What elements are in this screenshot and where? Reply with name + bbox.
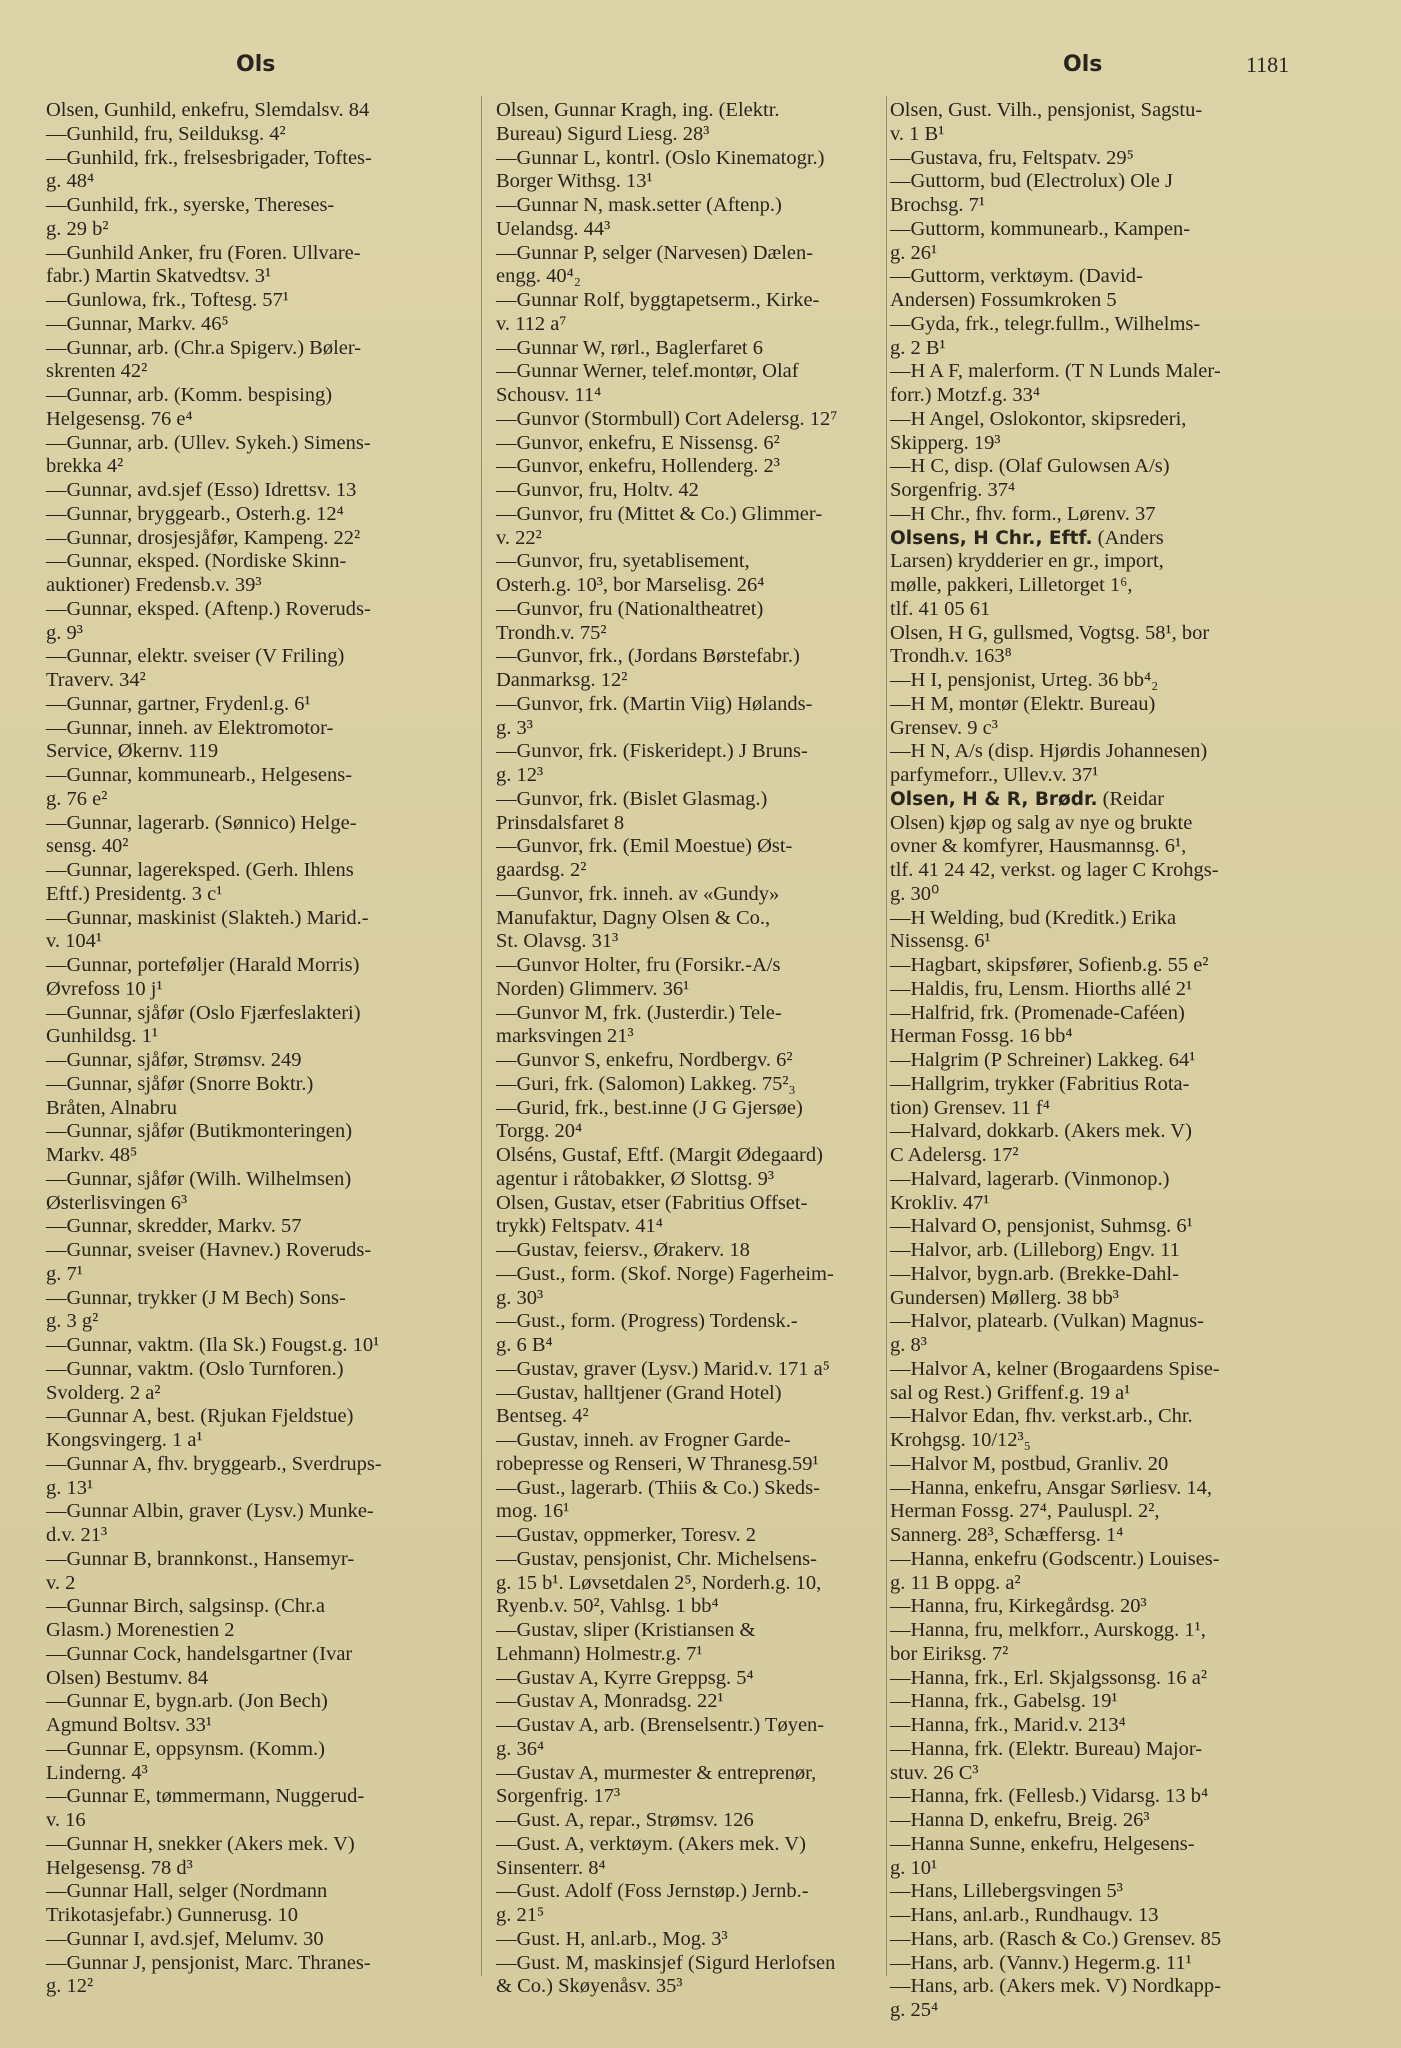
directory-entry-line: —Gunnar A, fhv. bryggearb., Sverdrups- [46, 1452, 382, 1475]
directory-entry-line: Svolderg. 2 a² [46, 1381, 161, 1404]
directory-entry-line: —Gunnar N, mask.setter (Aftenp.) [496, 194, 782, 216]
directory-entry-line: Bråten, Alnabru [46, 1096, 177, 1119]
directory-entry-line: —Gustav A, arb. (Brenselsentr.) Tøyen- [496, 1714, 825, 1736]
directory-entry-line: —Gunvor M, frk. (Justerdir.) Tele- [496, 1001, 782, 1024]
directory-entry-line: Kongsvingerg. 1 a¹ [46, 1429, 203, 1451]
directory-entry-line: g. 10¹ [890, 1856, 938, 1879]
directory-entry-line: Grensev. 9 c³ [890, 716, 998, 739]
directory-entry-line: —H C, disp. (Olaf Gulowsen A/s) [890, 455, 1170, 478]
directory-entry-line: g. 7¹ [46, 1262, 83, 1285]
directory-entry-line: —Gunvor, enkefru, E Nissensg. 6² [496, 431, 780, 454]
directory-entry-line: g. 76 e² [46, 787, 108, 810]
directory-entry-line: Gunhildsg. 1¹ [46, 1025, 159, 1048]
directory-entry-line: g. 8³ [890, 1334, 927, 1356]
directory-entry-line: —Gunvor (Stormbull) Cort Adelersg. 12⁷ [496, 407, 838, 430]
directory-entry-line: Lehmann) Holmestr.g. 7¹ [496, 1642, 703, 1665]
directory-entry-line: —Gunnar, maskinist (Slakteh.) Marid.- [46, 906, 369, 929]
directory-entry-line: —Gunvor, fru, Holtv. 42 [496, 479, 699, 501]
directory-entry-line: —Halvor Edan, fhv. verkst.arb., Chr. [890, 1405, 1193, 1428]
directory-entry-line: robepresse og Renseri, W Thranesg.59¹ [496, 1452, 819, 1475]
directory-entry-line: forr.) Motzf.g. 33⁴ [890, 384, 1041, 406]
directory-entry-line: Andersen) Fossumkroken 5 [890, 289, 1117, 311]
firm-name-bold: Olsen, H & R, Brødr. [890, 788, 1098, 810]
directory-entry-line: —Gunnar Albin, graver (Lysv.) Munke- [46, 1500, 374, 1523]
directory-entry-line: g. 30⁰ [890, 882, 940, 905]
directory-entry-line: Olsen) Bestumv. 84 [46, 1666, 209, 1689]
directory-entry-line: —Hanna, frk., Erl. Skjalgssonsg. 16 a² [890, 1666, 1208, 1689]
directory-entry-line: —Halgrim (P Schreiner) Lakkeg. 64¹ [890, 1049, 1196, 1071]
directory-entry-line: —Gust. M, maskinsjef (Sigurd Herlofsen [496, 1951, 836, 1974]
directory-entry-line: —Gunnar, kommunearb., Helgesens- [46, 764, 353, 786]
directory-entry-line: —Gunnar, eksped. (Nordiske Skinn- [46, 550, 347, 573]
directory-entry-line: trykk) Feltspatv. 41⁴ [496, 1215, 663, 1238]
directory-entry-line: —Hagbart, skipsfører, Sofienb.g. 55 e² [890, 954, 1209, 976]
directory-entry-line: —Gunnar, sveiser (Havnev.) Roveruds- [46, 1239, 372, 1261]
directory-entry-line: —Gunnar, sjåfør (Oslo Fjærfeslakteri) [46, 1001, 361, 1024]
directory-entry-line: —Gunnar, trykker (J M Bech) Sons- [46, 1286, 346, 1309]
header-right-word: Ols [1063, 52, 1103, 77]
directory-entry-line: —Hanna, enkefru (Godscentr.) Louises- [890, 1547, 1220, 1570]
directory-entry-line: —Hanna, frk. (Fellesb.) Vidarsg. 13 b⁴ [890, 1785, 1209, 1808]
column-divider [886, 96, 887, 1976]
directory-entry-line: v. 1 B¹ [890, 122, 945, 145]
directory-entry-line: Eftf.) Presidentg. 3 c¹ [46, 882, 223, 905]
directory-column-3 [890, 99, 1302, 2023]
directory-entry-line: —Gust. A, verktøym. (Akers mek. V) [496, 1832, 806, 1855]
directory-entry-line: —Halvor, platearb. (Vulkan) Magnus- [890, 1310, 1204, 1333]
directory-entry-line: parfymeforr., Ullev.v. 37¹ [890, 764, 1099, 786]
directory-entry-line: Øvrefoss 10 j¹ [46, 977, 163, 1000]
directory-entry-line: Trondh.v. 163⁸ [890, 645, 1012, 668]
directory-entry-line: —Hanna Sunne, enkefru, Helgesens- [890, 1832, 1195, 1855]
directory-entry-line: —Gunvor, enkefru, Hollenderg. 2³ [496, 455, 780, 478]
directory-entry-line: —Hans, anl.arb., Rundhaugv. 13 [890, 1904, 1159, 1926]
directory-entry-line: Krohgsg. 10/12³₅ [890, 1429, 1031, 1451]
directory-column-2 [496, 99, 884, 1999]
directory-entry-line: Uelandsg. 44³ [496, 217, 611, 240]
directory-entry-line: sal og Rest.) Griffenf.g. 19 a¹ [890, 1381, 1131, 1404]
directory-entry-line: Torgg. 20⁴ [496, 1120, 583, 1143]
directory-entry-line: auktioner) Fredensb.v. 39³ [46, 574, 262, 596]
directory-entry-line: —Halvard, dokkarb. (Akers mek. V) [890, 1120, 1192, 1143]
directory-entry-line: —Gunvor Holter, fru (Forsikr.-A/s [496, 954, 781, 976]
directory-entry-line: sensg. 40² [46, 835, 129, 858]
directory-entry-line: Borger Withsg. 13¹ [496, 170, 653, 193]
directory-entry-line: —Haldis, fru, Lensm. Hiorths allé 2¹ [890, 977, 1193, 1000]
directory-entry-line: —Gustav A, Kyrre Greppsg. 5⁴ [496, 1666, 754, 1689]
directory-entry-line: —Hans, arb. (Rasch & Co.) Grensev. 85 [890, 1927, 1222, 1950]
entry-rest: (Anders [1092, 526, 1164, 549]
directory-entry-line: —Halvard, lagerarb. (Vinmonop.) [890, 1167, 1170, 1190]
directory-entry-line: Osterh.g. 10³, bor Marselisg. 26⁴ [496, 574, 765, 596]
directory-entry-line: —Gunnar Birch, salgsinsp. (Chr.a [46, 1595, 325, 1618]
directory-entry-line: Olsen, Gustav, etser (Fabritius Offset- [496, 1191, 808, 1214]
directory-entry-line: —Gunnar, eksped. (Aftenp.) Roveruds- [46, 597, 371, 620]
firm-name-bold: Olsens, H Chr., Eftf. [890, 527, 1093, 549]
directory-entry-line: g. 9³ [46, 621, 83, 644]
directory-entry-line: —Gunhild, fru, Seilduksg. 4² [46, 122, 286, 145]
directory-entry-line: —Gunnar H, snekker (Akers mek. V) [46, 1832, 355, 1855]
directory-entry-line: —Gunnar, vaktm. (Oslo Turnforen.) [46, 1357, 344, 1380]
directory-entry-line: Bureau) Sigurd Liesg. 28³ [496, 122, 710, 145]
directory-entry-line: —Gunnar Werner, telef.montør, Olaf [496, 360, 799, 383]
directory-entry-line: —Gunnar W, rørl., Baglerfaret 6 [496, 336, 763, 359]
directory-entry-line: —Gurid, frk., best.inne (J G Gjersøe) [496, 1096, 803, 1119]
directory-entry-line: v. 2 [46, 1571, 76, 1594]
directory-entry-line: d.v. 21³ [46, 1524, 108, 1546]
directory-entry-line: bor Eiriksg. 7² [890, 1642, 1009, 1665]
directory-entry-line: g. 48⁴ [46, 170, 95, 193]
directory-entry-line: g. 36⁴ [496, 1737, 545, 1760]
directory-entry-line: Danmarksg. 12² [496, 669, 628, 691]
directory-entry-line: tlf. 41 05 61 [890, 597, 991, 620]
directory-entry-line: g. 3 g² [46, 1310, 99, 1333]
directory-entry-line: g. 3³ [496, 716, 533, 739]
directory-entry-line: Olsen, Gunhild, enkefru, Slemdalsv. 84 [46, 99, 370, 121]
directory-entry-line: Service, Økernv. 119 [46, 740, 219, 763]
directory-entry-line: tion) Grensev. 11 f⁴ [890, 1096, 1050, 1119]
directory-entry-line: —Gunvor, frk. (Martin Viig) Hølands- [496, 692, 813, 715]
directory-entry-line: —Gunnar B, brannkonst., Hansemyr- [46, 1547, 355, 1570]
directory-entry-line: Olsen, Gust. Vilh., pensjonist, Sagstu- [890, 99, 1203, 121]
directory-entry-line: —Gunnar, arb. (Ullev. Sykeh.) Simens- [46, 431, 371, 454]
page-number: 1181 [1246, 52, 1290, 77]
directory-entry-line: —Gunlowa, frk., Toftesg. 57¹ [46, 289, 289, 311]
directory-entry-line: —Hans, Lillebergsvingen 5³ [890, 1880, 1123, 1903]
directory-entry-line: mølle, pakkeri, Lilletorget 1⁶, [890, 574, 1133, 596]
directory-entry-line: —Gunnar, lagereksped. (Gerh. Ihlens [46, 859, 354, 881]
directory-entry-line: —Gunvor, frk., (Jordans Børstefabr.) [496, 645, 800, 668]
directory-entry-line: mog. 16¹ [496, 1500, 570, 1523]
directory-entry-line: agentur i råtobakker, Ø Slottsg. 9³ [496, 1167, 775, 1190]
directory-entry-line: —Gust., form. (Progress) Tordensk.- [496, 1310, 798, 1333]
directory-entry-line: & Co.) Skøyenåsv. 35³ [496, 1975, 683, 1998]
directory-entry-line: —Halvor, bygn.arb. (Brekke-Dahl- [890, 1262, 1179, 1285]
directory-entry-line: —Halfrid, frk. (Promenade-Caféen) [890, 1001, 1185, 1024]
directory-entry-line: —Gunvor, frk. (Fiskeridept.) J Bruns- [496, 740, 808, 763]
directory-entry-line: g. 11 B oppg. a² [890, 1571, 1021, 1594]
directory-entry-line: —Gunnar P, selger (Narvesen) Dælen- [496, 241, 814, 264]
directory-entry-line: Markv. 48⁵ [46, 1144, 138, 1166]
directory-entry-line: Helgesensg. 76 e⁴ [46, 407, 193, 430]
directory-entry-line: —Gustav, graver (Lysv.) Marid.v. 171 a⁵ [496, 1357, 830, 1380]
directory-entry-line: Sinsenterr. 8⁴ [496, 1856, 606, 1879]
directory-entry-line: —Gunnar A, best. (Rjukan Fjeldstue) [46, 1405, 354, 1428]
directory-entry-line: —Gust., form. (Skof. Norge) Fagerheim- [496, 1262, 834, 1285]
directory-entry-line: g. 25⁴ [890, 1999, 939, 2021]
directory-entry-line: —H N, A/s (disp. Hjørdis Johannesen) [890, 740, 1208, 763]
directory-entry-line: g. 12³ [496, 764, 544, 786]
directory-entry-line: g. 26¹ [890, 241, 938, 264]
directory-entry-line: Glasm.) Morenestien 2 [46, 1619, 235, 1641]
directory-entry-line: Herman Fossg. 16 bb⁴ [890, 1025, 1073, 1048]
directory-entry-line: Skipperg. 19³ [890, 431, 1001, 454]
directory-entry-line: tlf. 41 24 42, verkst. og lager C Krohgs- [890, 859, 1219, 881]
directory-entry-line: —Gust. Adolf (Foss Jernstøp.) Jernb.- [496, 1880, 809, 1903]
directory-entry-line: —Gunnar Rolf, byggtapetserm., Kirke- [496, 289, 820, 311]
directory-entry-line: —Gunnar E, tømmermann, Nuggerud- [46, 1785, 365, 1808]
directory-entry-line: Olsen, H G, gullsmed, Vogtsg. 58¹, bor [890, 621, 1210, 644]
directory-entry-line: C Adelersg. 17² [890, 1144, 1019, 1166]
directory-entry-line: Gundersen) Møllerg. 38 bb³ [890, 1286, 1119, 1309]
directory-entry-line: —Gyda, frk., telegr.fullm., Wilhelms- [890, 312, 1201, 335]
directory-entry-line: —Gunhild, frk., frelsesbrigader, Toftes- [46, 146, 372, 169]
directory-entry-line: ovner & komfyrer, Hausmannsg. 6¹, [890, 835, 1187, 858]
directory-entry-line: Helgesensg. 78 d³ [46, 1856, 193, 1879]
directory-entry-line: —Hanna, frk., Marid.v. 213⁴ [890, 1714, 1126, 1736]
directory-entry-line: —Gunnar Hall, selger (Nordmann [46, 1880, 328, 1903]
directory-entry-line: —Gunnar, sjåfør (Butikmonteringen) [46, 1120, 353, 1143]
directory-entry-line: —Halvor M, postbud, Granliv. 20 [890, 1452, 1169, 1475]
directory-entry-line: —Gustav, pensjonist, Chr. Michelsens- [496, 1547, 817, 1570]
directory-entry-line: —Gunnar L, kontrl. (Oslo Kinematogr.) [496, 146, 825, 169]
directory-entry-line: Herman Fossg. 27⁴, Pauluspl. 2², [890, 1500, 1160, 1523]
directory-entry-line: —Hanna D, enkefru, Breig. 26³ [890, 1809, 1150, 1831]
directory-entry-line: —Gunnar, Markv. 46⁵ [46, 312, 229, 335]
directory-entry-line: —Gunnar, lagerarb. (Sønnico) Helge- [46, 811, 357, 834]
directory-entry-line: Linderng. 4³ [46, 1761, 148, 1784]
directory-entry-line: marksvingen 21³ [496, 1025, 634, 1048]
directory-entry-line: Olsen, Gunnar Kragh, ing. (Elektr. [496, 99, 780, 121]
directory-entry-line: stuv. 26 C³ [890, 1761, 979, 1784]
directory-entry-line: engg. 40⁴₂ [496, 265, 581, 288]
directory-entry-line: Brochsg. 7¹ [890, 194, 985, 216]
directory-entry-line: —Hanna, fru, Kirkegårdsg. 20³ [890, 1595, 1147, 1618]
directory-entry-line [890, 527, 1302, 551]
column-divider [481, 96, 482, 1976]
directory-entry-line: Olsen) kjøp og salg av nye og brukte [890, 811, 1193, 834]
directory-entry-line [890, 788, 1302, 812]
directory-entry-line: —Gunhild, frk., syerske, Thereses- [46, 194, 335, 216]
directory-entry-line: Østerlisvingen 6³ [46, 1191, 188, 1214]
directory-entry-line: —Guttorm, verktøym. (David- [890, 265, 1143, 288]
directory-entry-line: —Gunnar, gartner, Frydenl.g. 6¹ [46, 692, 311, 715]
directory-entry-line: —Gunnar, porteføljer (Harald Morris) [46, 954, 360, 976]
directory-entry-line: —Gunnar, skredder, Markv. 57 [46, 1215, 302, 1238]
directory-entry-line: —Gunvor, frk. (Emil Moestue) Øst- [496, 835, 793, 858]
directory-entry-line: g. 2 B¹ [890, 336, 946, 359]
directory-entry-line: Prinsdalsfaret 8 [496, 811, 625, 834]
directory-entry-line: —Guttorm, kommunearb., Kampen- [890, 217, 1191, 240]
directory-entry-line: g. 15 b¹. Løvsetdalen 2⁵, Norderh.g. 10, [496, 1571, 822, 1594]
directory-entry-line: Krokliv. 47¹ [890, 1191, 990, 1214]
directory-entry-line: v. 112 a⁷ [496, 312, 567, 335]
directory-entry-line: —Gunnar I, avd.sjef, Melumv. 30 [46, 1927, 324, 1950]
directory-entry-line: —Hallgrim, trykker (Fabritius Rota- [890, 1072, 1190, 1095]
directory-entry-line: —Hanna, frk. (Elektr. Bureau) Major- [890, 1737, 1203, 1760]
directory-entry-line: —Gunvor, frk. inneh. av «Gundy» [496, 882, 780, 905]
directory-entry-line: —Gustava, fru, Feltspatv. 29⁵ [890, 146, 1134, 169]
directory-entry-line: Agmund Boltsv. 33¹ [46, 1714, 212, 1736]
directory-entry-line: —Gunnar E, oppsynsm. (Komm.) [46, 1737, 326, 1760]
directory-entry-line: Sorgenfrig. 37⁴ [890, 479, 1016, 501]
directory-entry-line: —Hans, arb. (Vannv.) Hegerm.g. 11¹ [890, 1951, 1192, 1974]
directory-entry-line: Trondh.v. 75² [496, 621, 607, 644]
directory-entry-line: g. 21⁵ [496, 1904, 545, 1926]
directory-entry-line: —Gust. A, repar., Strømsv. 126 [496, 1809, 754, 1831]
directory-entry-line: —Gustav, halltjener (Grand Hotel) [496, 1381, 782, 1404]
directory-entry-line: v. 22² [496, 526, 542, 549]
directory-entry-line: Norden) Glimmerv. 36¹ [496, 977, 690, 1000]
directory-entry-line: —Halvor A, kelner (Brogaardens Spise- [890, 1357, 1220, 1380]
directory-entry-line: Sannerg. 28³, Schæffersg. 1⁴ [890, 1524, 1124, 1546]
directory-entry-line: Schousv. 11⁴ [496, 384, 602, 406]
directory-entry-line: g. 13¹ [46, 1476, 94, 1499]
directory-entry-line: —Gunvor, fru (Mittet & Co.) Glimmer- [496, 502, 823, 525]
directory-entry-line: St. Olavsg. 31³ [496, 930, 619, 953]
directory-entry-line: —Gunvor, fru (Nationaltheatret) [496, 597, 764, 620]
directory-entry-line: Ryenb.v. 50², Vahlsg. 1 bb⁴ [496, 1595, 719, 1618]
directory-entry-line: —Guri, frk. (Salomon) Lakkeg. 75²₃ [496, 1072, 796, 1095]
header-left-word: Ols [236, 52, 276, 77]
directory-entry-line: —Halvor, arb. (Lilleborg) Engv. 11 [890, 1239, 1180, 1261]
directory-entry-line: —Hanna, frk., Gabelsg. 19¹ [890, 1690, 1118, 1713]
directory-entry-line: gaardsg. 2² [496, 859, 587, 881]
directory-entry-line: v. 104¹ [46, 930, 103, 953]
page-header [0, 52, 1401, 92]
directory-entry-line: —Gunnar, elektr. sveiser (V Friling) [46, 645, 345, 668]
directory-entry-line: —H Welding, bud (Kreditk.) Erika [890, 906, 1177, 929]
directory-entry-line: —Gustav, sliper (Kristiansen & [496, 1619, 756, 1641]
directory-entry-line: —Gunnar, arb. (Chr.a Spigerv.) Bøler- [46, 336, 362, 359]
directory-entry-line: g. 12² [46, 1975, 94, 1998]
directory-entry-line: —Gunnar Cock, handelsgartner (Ivar [46, 1642, 353, 1665]
directory-entry-line: g. 29 b² [46, 217, 109, 240]
directory-entry-line: —Gustav, inneh. av Frogner Garde- [496, 1429, 791, 1451]
directory-entry-line: —Halvard O, pensjonist, Suhmsg. 6¹ [890, 1215, 1193, 1238]
directory-entry-line: —Gunnar, sjåfør, Strømsv. 249 [46, 1049, 302, 1071]
directory-entry-line: —Gunnar, vaktm. (Ila Sk.) Fougst.g. 10¹ [46, 1334, 380, 1356]
directory-entry-line: —Gunvor S, enkefru, Nordbergv. 6² [496, 1049, 793, 1071]
directory-entry-line: g. 30³ [496, 1286, 544, 1309]
directory-entry-line: —Hanna, fru, melkforr., Aurskogg. 1¹, [890, 1619, 1206, 1641]
directory-entry-line: g. 6 B⁴ [496, 1334, 553, 1356]
directory-entry-line: —H I, pensjonist, Urteg. 36 bb⁴₂ [890, 669, 1159, 691]
directory-entry-line: —Gunnar, arb. (Komm. bespising) [46, 384, 333, 406]
directory-entry-line: Larsen) krydderier en gr., import, [890, 550, 1164, 573]
directory-entry-line: —Gunvor, fru, syetablisement, [496, 550, 750, 573]
directory-entry-line: —H A F, malerform. (T N Lunds Maler- [890, 360, 1221, 383]
directory-entry-line: Bentseg. 4² [496, 1405, 589, 1428]
directory-entry-line: brekka 4² [46, 455, 124, 478]
directory-entry-line: —Gunhild Anker, fru (Foren. Ullvare- [46, 241, 361, 264]
directory-entry-line: —Gunnar, inneh. av Elektromotor- [46, 716, 334, 739]
directory-entry-line: —H M, montør (Elektr. Bureau) [890, 692, 1156, 715]
directory-entry-line: —Gunnar, sjåfør (Snorre Boktr.) [46, 1072, 314, 1095]
directory-entry-line: —Gust., lagerarb. (Thiis & Co.) Skeds- [496, 1476, 820, 1499]
directory-entry-line: —Gunnar, avd.sjef (Esso) Idrettsv. 13 [46, 479, 357, 501]
directory-entry-line: Sorgenfrig. 17³ [496, 1785, 621, 1808]
directory-entry-line: —Gunnar J, pensjonist, Marc. Thranes- [46, 1951, 371, 1974]
directory-entry-line: —Gunvor, frk. (Bislet Glasmag.) [496, 787, 768, 810]
directory-entry-line: —Gunnar, bryggearb., Osterh.g. 12⁴ [46, 502, 344, 525]
directory-entry-line: —Gustav, oppmerker, Toresv. 2 [496, 1524, 757, 1546]
directory-entry-line: —H Chr., fhv. form., Lørenv. 37 [890, 502, 1156, 525]
entry-rest: (Reidar [1097, 787, 1165, 810]
directory-entry-line: Trikotasjefabr.) Gunnerusg. 10 [46, 1904, 299, 1926]
directory-entry-line: —Gust. H, anl.arb., Mog. 3³ [496, 1927, 728, 1950]
directory-entry-line: Nissensg. 6¹ [890, 930, 991, 953]
directory-entry-line: —H Angel, Oslokontor, skipsrederi, [890, 407, 1187, 430]
directory-entry-line: Traverv. 34² [46, 669, 146, 691]
directory-entry-line: —Gustav, feiersv., Ørakerv. 18 [496, 1239, 750, 1261]
directory-entry-line: —Gustav A, Monradsg. 22¹ [496, 1690, 724, 1713]
directory-entry-line: —Gunnar, drosjesjåfør, Kampeng. 22² [46, 526, 361, 549]
directory-entry-line: skrenten 42² [46, 360, 148, 383]
directory-entry-line: —Hans, arb. (Akers mek. V) Nordkapp- [890, 1975, 1221, 1998]
directory-entry-line: Manufaktur, Dagny Olsen & Co., [496, 906, 771, 929]
directory-entry-line: —Gunnar E, bygn.arb. (Jon Bech) [46, 1690, 328, 1713]
directory-entry-line: fabr.) Martin Skatvedtsv. 3¹ [46, 265, 272, 288]
directory-entry-line: —Guttorm, bud (Electrolux) Ole J [890, 170, 1173, 193]
directory-column-1 [46, 99, 472, 1999]
directory-entry-line: v. 16 [46, 1809, 86, 1831]
directory-entry-line: —Gunnar, sjåfør (Wilh. Wilhelmsen) [46, 1167, 352, 1190]
directory-entry-line: Olséns, Gustaf, Eftf. (Margit Ødegaard) [496, 1144, 823, 1166]
directory-entry-line: —Hanna, enkefru, Ansgar Sørliesv. 14, [890, 1476, 1213, 1499]
directory-entry-line: —Gustav A, murmester & entreprenør, [496, 1761, 817, 1784]
